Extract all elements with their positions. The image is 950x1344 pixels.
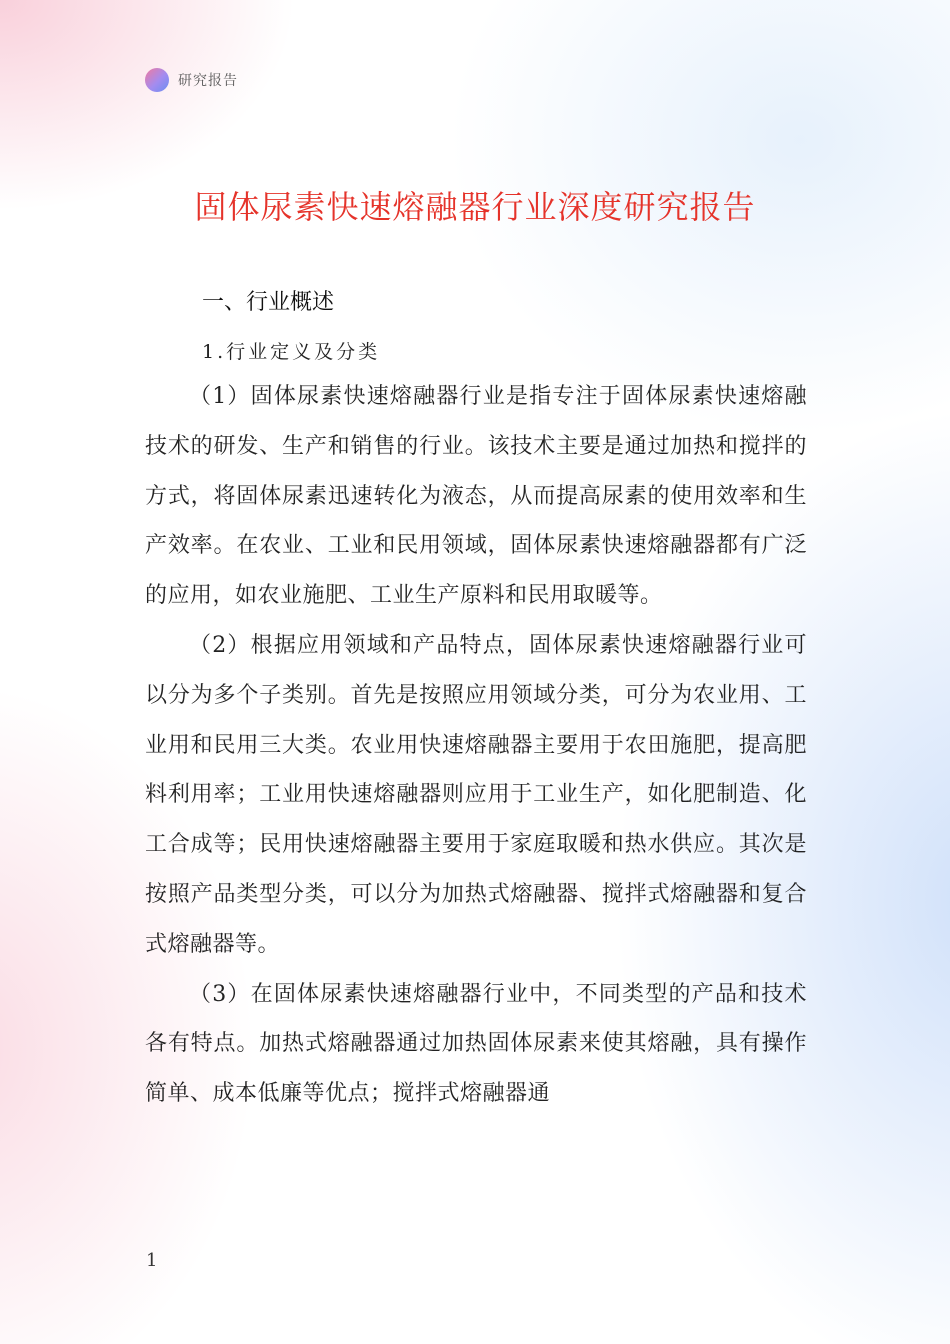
- logo-icon: [145, 68, 169, 92]
- report-header: [145, 68, 238, 92]
- document-body: [145, 282, 807, 1119]
- sub-heading: 1.行业定义及分类: [202, 341, 381, 363]
- section-heading: 一、行业概述: [202, 290, 335, 315]
- paragraph-1: （1）固体尿素快速熔融器行业是指专注于固体尿素快速熔融技术的研发、生产和销售的行业。该技术主要是通过加热和搅拌的方式，将固体尿素迅速转化为液态，从而提高尿素的使用效率和生产效率。在农业、工业和民用领域，固体尿素快速熔融器都有广泛的应用，如农业施肥、工业生产原料和民用取暖等。: [145, 384, 807, 609]
- paragraph-2: （2）根据应用领域和产品特点，固体尿素快速熔融器行业可以分为多个子类别。首先是按照应用领域分类，可分为农业用、工业用和民用三大类。农业用快速熔融器主要用于农田施肥，提高肥料利用率；工业用快速熔融器则应用于工业生产，如化肥制造、化工合成等；民用快速熔融器主要用于家庭取暖和热水供应。其次是按照产品类型分类，可以分为加热式熔融器、搅拌式熔融器和复合式熔融器等。: [145, 632, 807, 957]
- paragraph-3: （3）在固体尿素快速熔融器行业中，不同类型的产品和技术各有特点。加热式熔融器通过加热固体尿素来使其熔融，具有操作简单、成本低廉等优点；搅拌式熔融器通: [145, 981, 807, 1107]
- header-label: 研究报告: [178, 73, 238, 89]
- page-number: 1: [146, 1250, 158, 1271]
- document-title: 固体尿素快速熔融器行业深度研究报告: [194, 188, 756, 226]
